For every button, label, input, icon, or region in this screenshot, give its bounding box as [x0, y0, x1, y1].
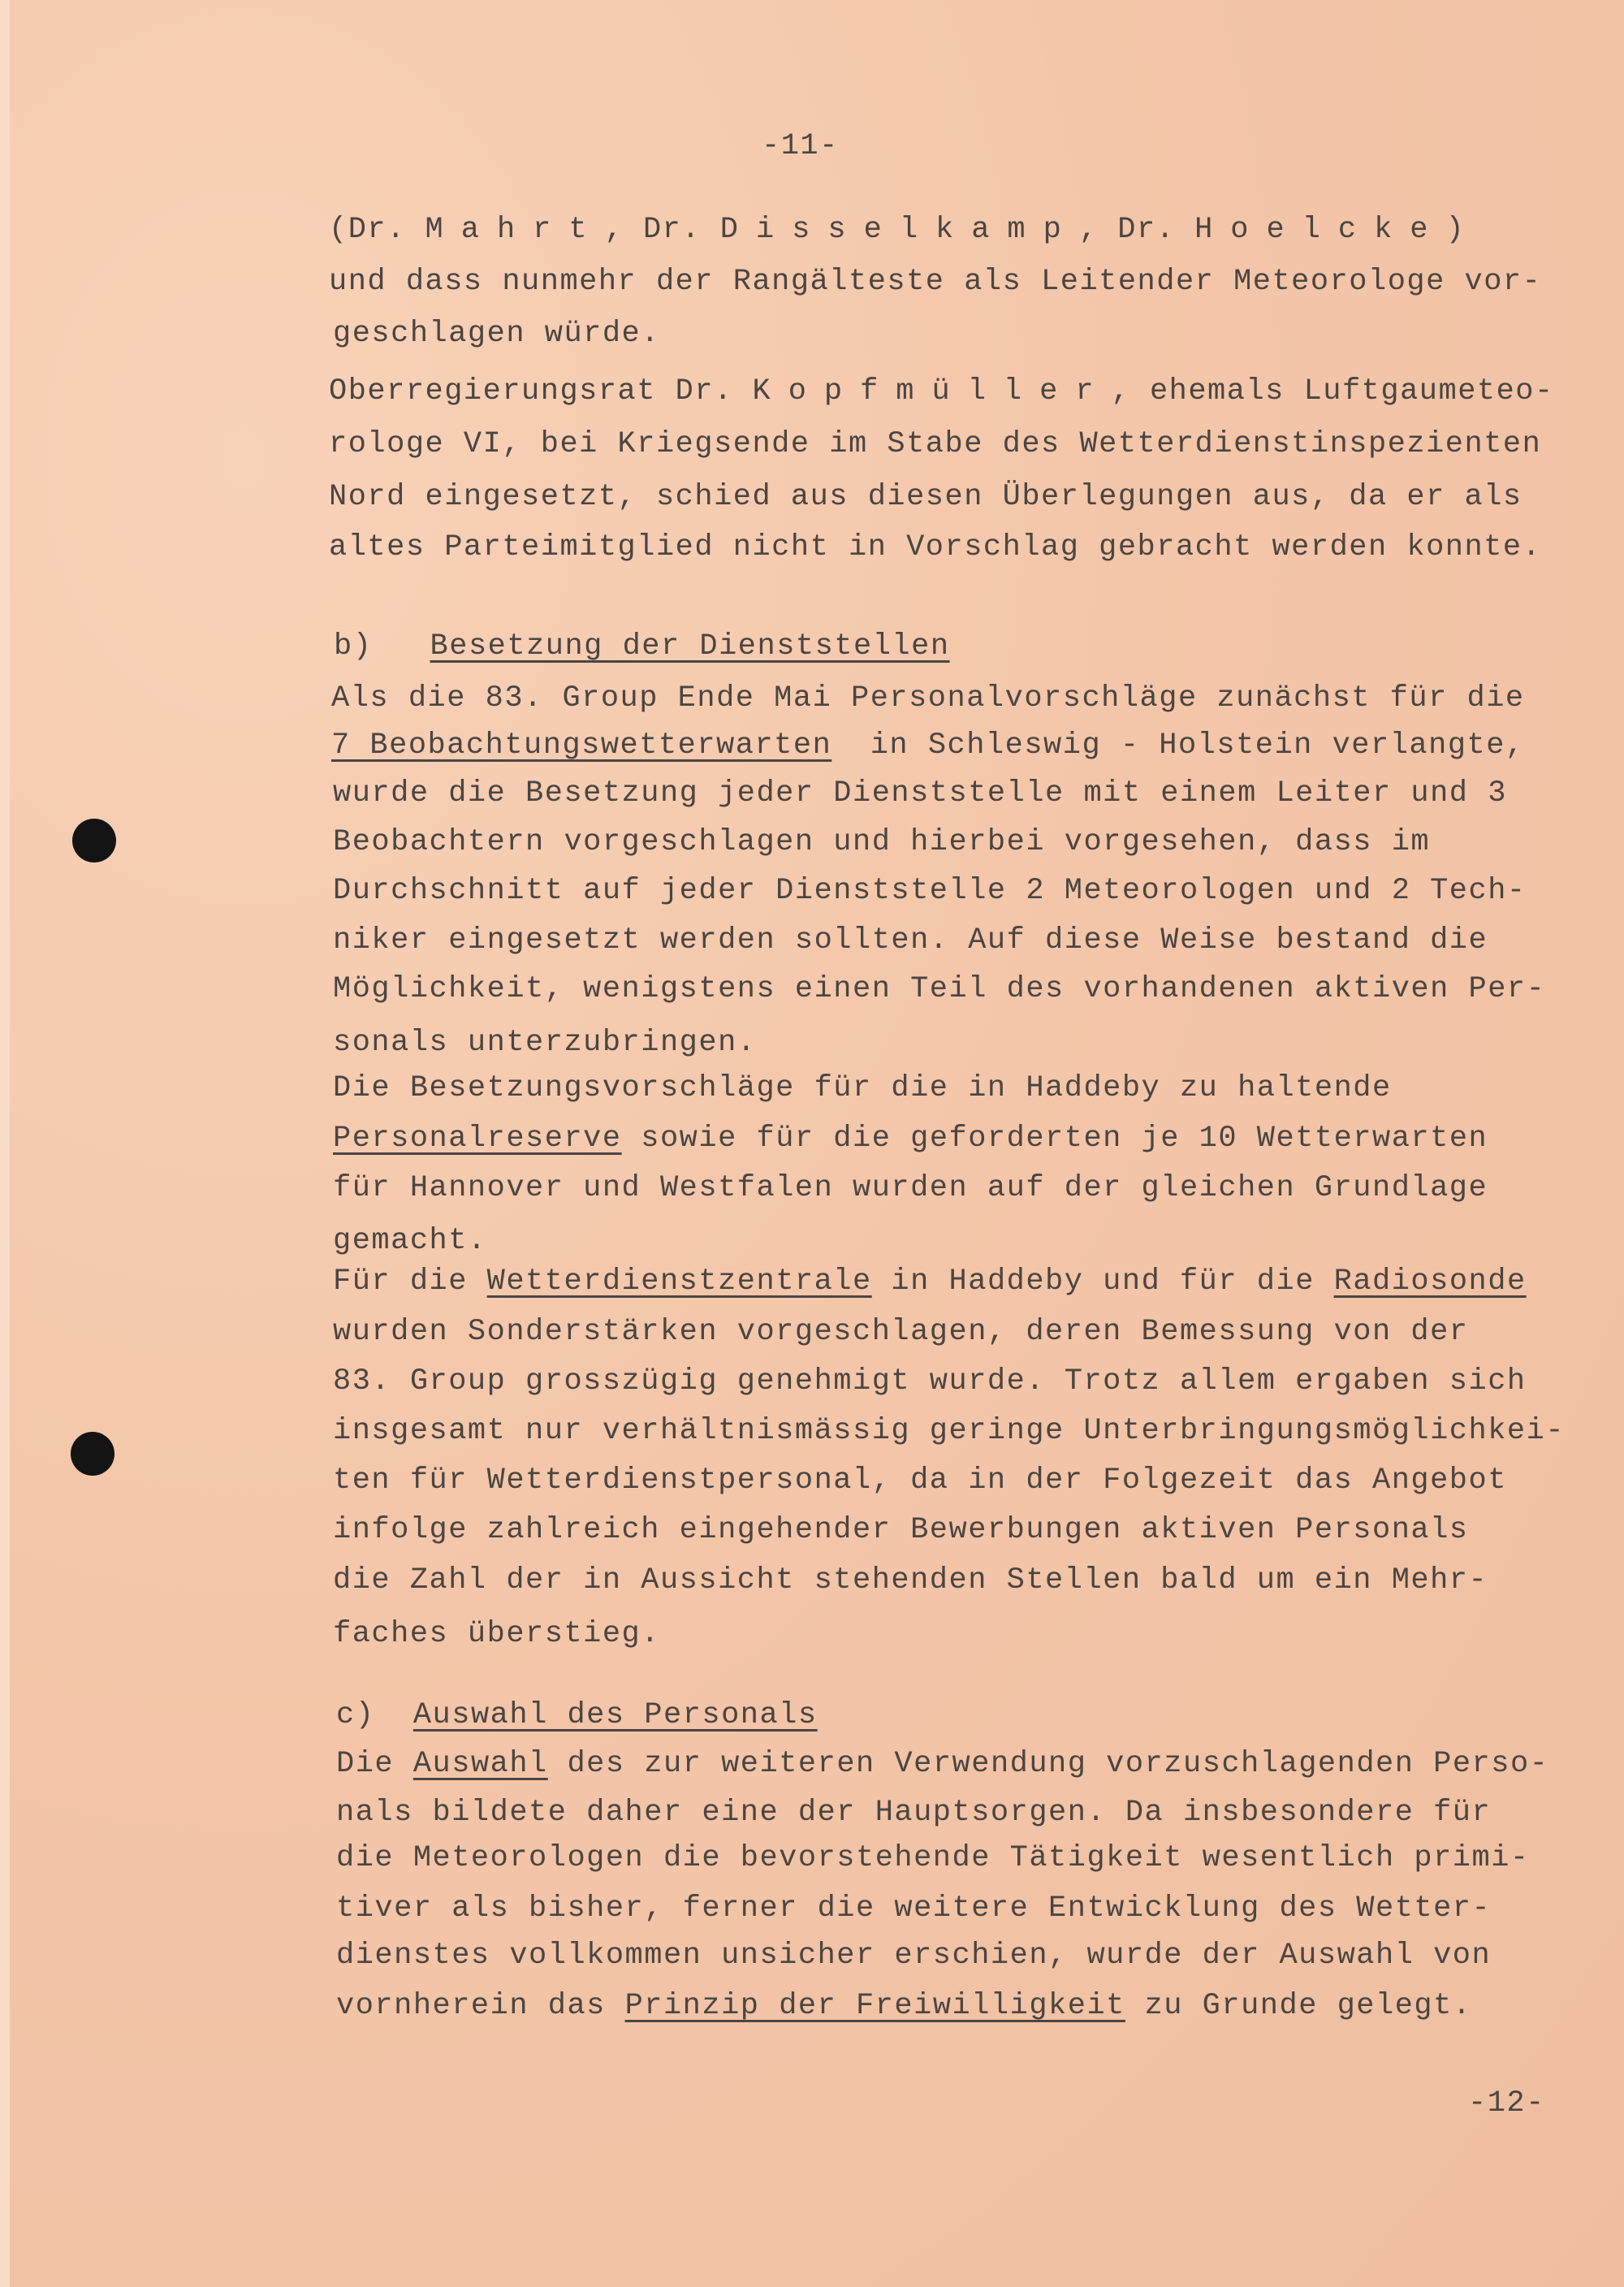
name-mahrt: Mahrt: [425, 213, 605, 247]
section-c-line: tiver als bisher, ferner die weitere Entwicklung des Wetter-: [336, 1891, 1492, 1926]
section-c-line: dienstes vollkommen unsicher erschien, wurde der Auswahl von: [336, 1939, 1492, 1973]
para2-line1: [329, 374, 1554, 409]
section-b-line: infolge zahlreich eingehender Bewerbungen aktiven Personals: [333, 1513, 1469, 1547]
section-c-title: Auswahl des Personals: [412, 1698, 818, 1732]
section-b-line: Als die 83. Group Ende Mai Personalvorschläge zunächst für die: [331, 681, 1525, 715]
section-b-line: Möglichkeit, wenigstens einen Teil des vorhandenen aktiven Per-: [333, 972, 1546, 1006]
text-fragment: Die: [336, 1747, 413, 1781]
section-b-line: Die Besetzungsvorschläge für die in Haddeby zu haltende: [333, 1071, 1392, 1105]
section-c-line: die Meteorologen die bevorstehende Tätigkeit wesentlich primi-: [336, 1841, 1530, 1875]
underlined-term: Personalreserve: [333, 1122, 622, 1156]
punch-hole-lower: [71, 1432, 114, 1476]
para1-line1: [329, 212, 1465, 248]
section-b-line: niker eingesetzt werden sollten. Auf diese Weise bestand die: [333, 923, 1488, 958]
para2-line4: altes Parteimitglied nicht in Vorschlag gebracht werden konnte.: [329, 530, 1542, 564]
text-fragment: , Dr.: [604, 213, 720, 247]
section-c-label: c): [336, 1698, 375, 1732]
para2-line3: Nord eingesetzt, schied aus diesen Überlegungen aus, da er als: [329, 480, 1522, 514]
section-b-line: sonals unterzubringen.: [333, 1026, 757, 1060]
underlined-term: 7 Beobachtungswetterwarten: [331, 728, 832, 763]
section-c-line: nals bildete daher eine der Hauptsorgen. Da insbesondere für: [336, 1796, 1492, 1830]
section-b-line: faches überstieg.: [333, 1617, 660, 1651]
text-fragment: , ehemals Luftgaumeteo-: [1111, 374, 1554, 409]
text-fragment: , Dr.: [1078, 213, 1195, 247]
section-b-line: [331, 728, 1525, 763]
section-b-line: gemacht.: [333, 1224, 487, 1258]
name-hoelcke: Hoelcke: [1194, 213, 1446, 247]
underlined-term: Wetterdienstzentrale: [486, 1265, 872, 1299]
text-fragment: (Dr.: [329, 213, 425, 247]
section-b-line: ten für Wetterdienstpersonal, da in der Folgezeit das Angebot: [333, 1463, 1507, 1498]
section-b-line: wurde die Besetzung jeder Dienststelle mit einem Leiter und 3: [333, 776, 1507, 811]
underlined-term: Prinzip der Freiwilligkeit: [624, 1989, 1125, 2023]
section-b-line: 83. Group grosszügig genehmigt wurde. Trotz allem ergaben sich: [333, 1364, 1527, 1399]
section-b-heading: [334, 629, 950, 664]
section-c-heading: [336, 1697, 818, 1733]
section-c-line: [336, 1746, 1548, 1782]
paper-edge: [0, 0, 10, 2287]
text-fragment: Oberregierungsrat Dr.: [329, 374, 753, 409]
name-disselkamp: Disselkamp: [719, 213, 1079, 247]
section-b-line: [333, 1264, 1527, 1299]
para1-line2: und dass nunmehr der Rangälteste als Leitender Meteorologe vor-: [329, 265, 1542, 299]
section-c-line: [336, 1988, 1472, 2024]
section-b-line: die Zahl der in Aussicht stehenden Stellen bald um ein Mehr-: [333, 1563, 1488, 1597]
section-b-title: Besetzung der Dienststellen: [430, 629, 950, 664]
para2-line2: rologe VI, bei Kriegsende im Stabe des Wetterdienstinspezienten: [329, 427, 1542, 461]
name-kopfmueller: Kopfmüller: [752, 374, 1112, 409]
section-b-line: wurden Sonderstärken vorgeschlagen, deren Bemessung von der: [333, 1315, 1469, 1349]
para1-line3: geschlagen würde.: [333, 317, 660, 351]
section-b-line: insgesamt nur verhältnismässig geringe Unterbringungsmöglichkei-: [333, 1414, 1566, 1448]
text-fragment: sowie für die geforderten je 10 Wetterwarten: [621, 1122, 1488, 1156]
text-fragment: zu Grunde gelegt.: [1125, 1989, 1472, 2023]
section-b-line: für Hannover und Westfalen wurden auf der gleichen Grundlage: [333, 1171, 1488, 1205]
text-fragment: in Schleswig - Holstein verlangte,: [831, 728, 1525, 763]
punch-hole-upper: [72, 819, 116, 862]
text-fragment: vornherein das: [336, 1989, 625, 2023]
text-fragment: des zur weiteren Verwendung vorzuschlagenden Perso-: [547, 1747, 1549, 1781]
page-number: -11-: [762, 129, 839, 163]
text-fragment: ): [1445, 213, 1466, 247]
text-fragment: Für die: [333, 1265, 487, 1299]
section-b-line: Beobachtern vorgeschlagen und hierbei vorgesehen, dass im: [333, 825, 1431, 859]
next-page-marker: -12-: [1468, 2086, 1545, 2121]
section-b-line: Durchschnitt auf jeder Dienststelle 2 Meteorologen und 2 Tech-: [333, 874, 1527, 908]
underlined-term: Radiosonde: [1333, 1265, 1527, 1299]
text-fragment: in Haddeby und für die: [871, 1265, 1334, 1299]
section-b-line: [333, 1121, 1488, 1156]
section-b-label: b): [334, 629, 373, 664]
underlined-term: Auswahl: [412, 1747, 548, 1781]
